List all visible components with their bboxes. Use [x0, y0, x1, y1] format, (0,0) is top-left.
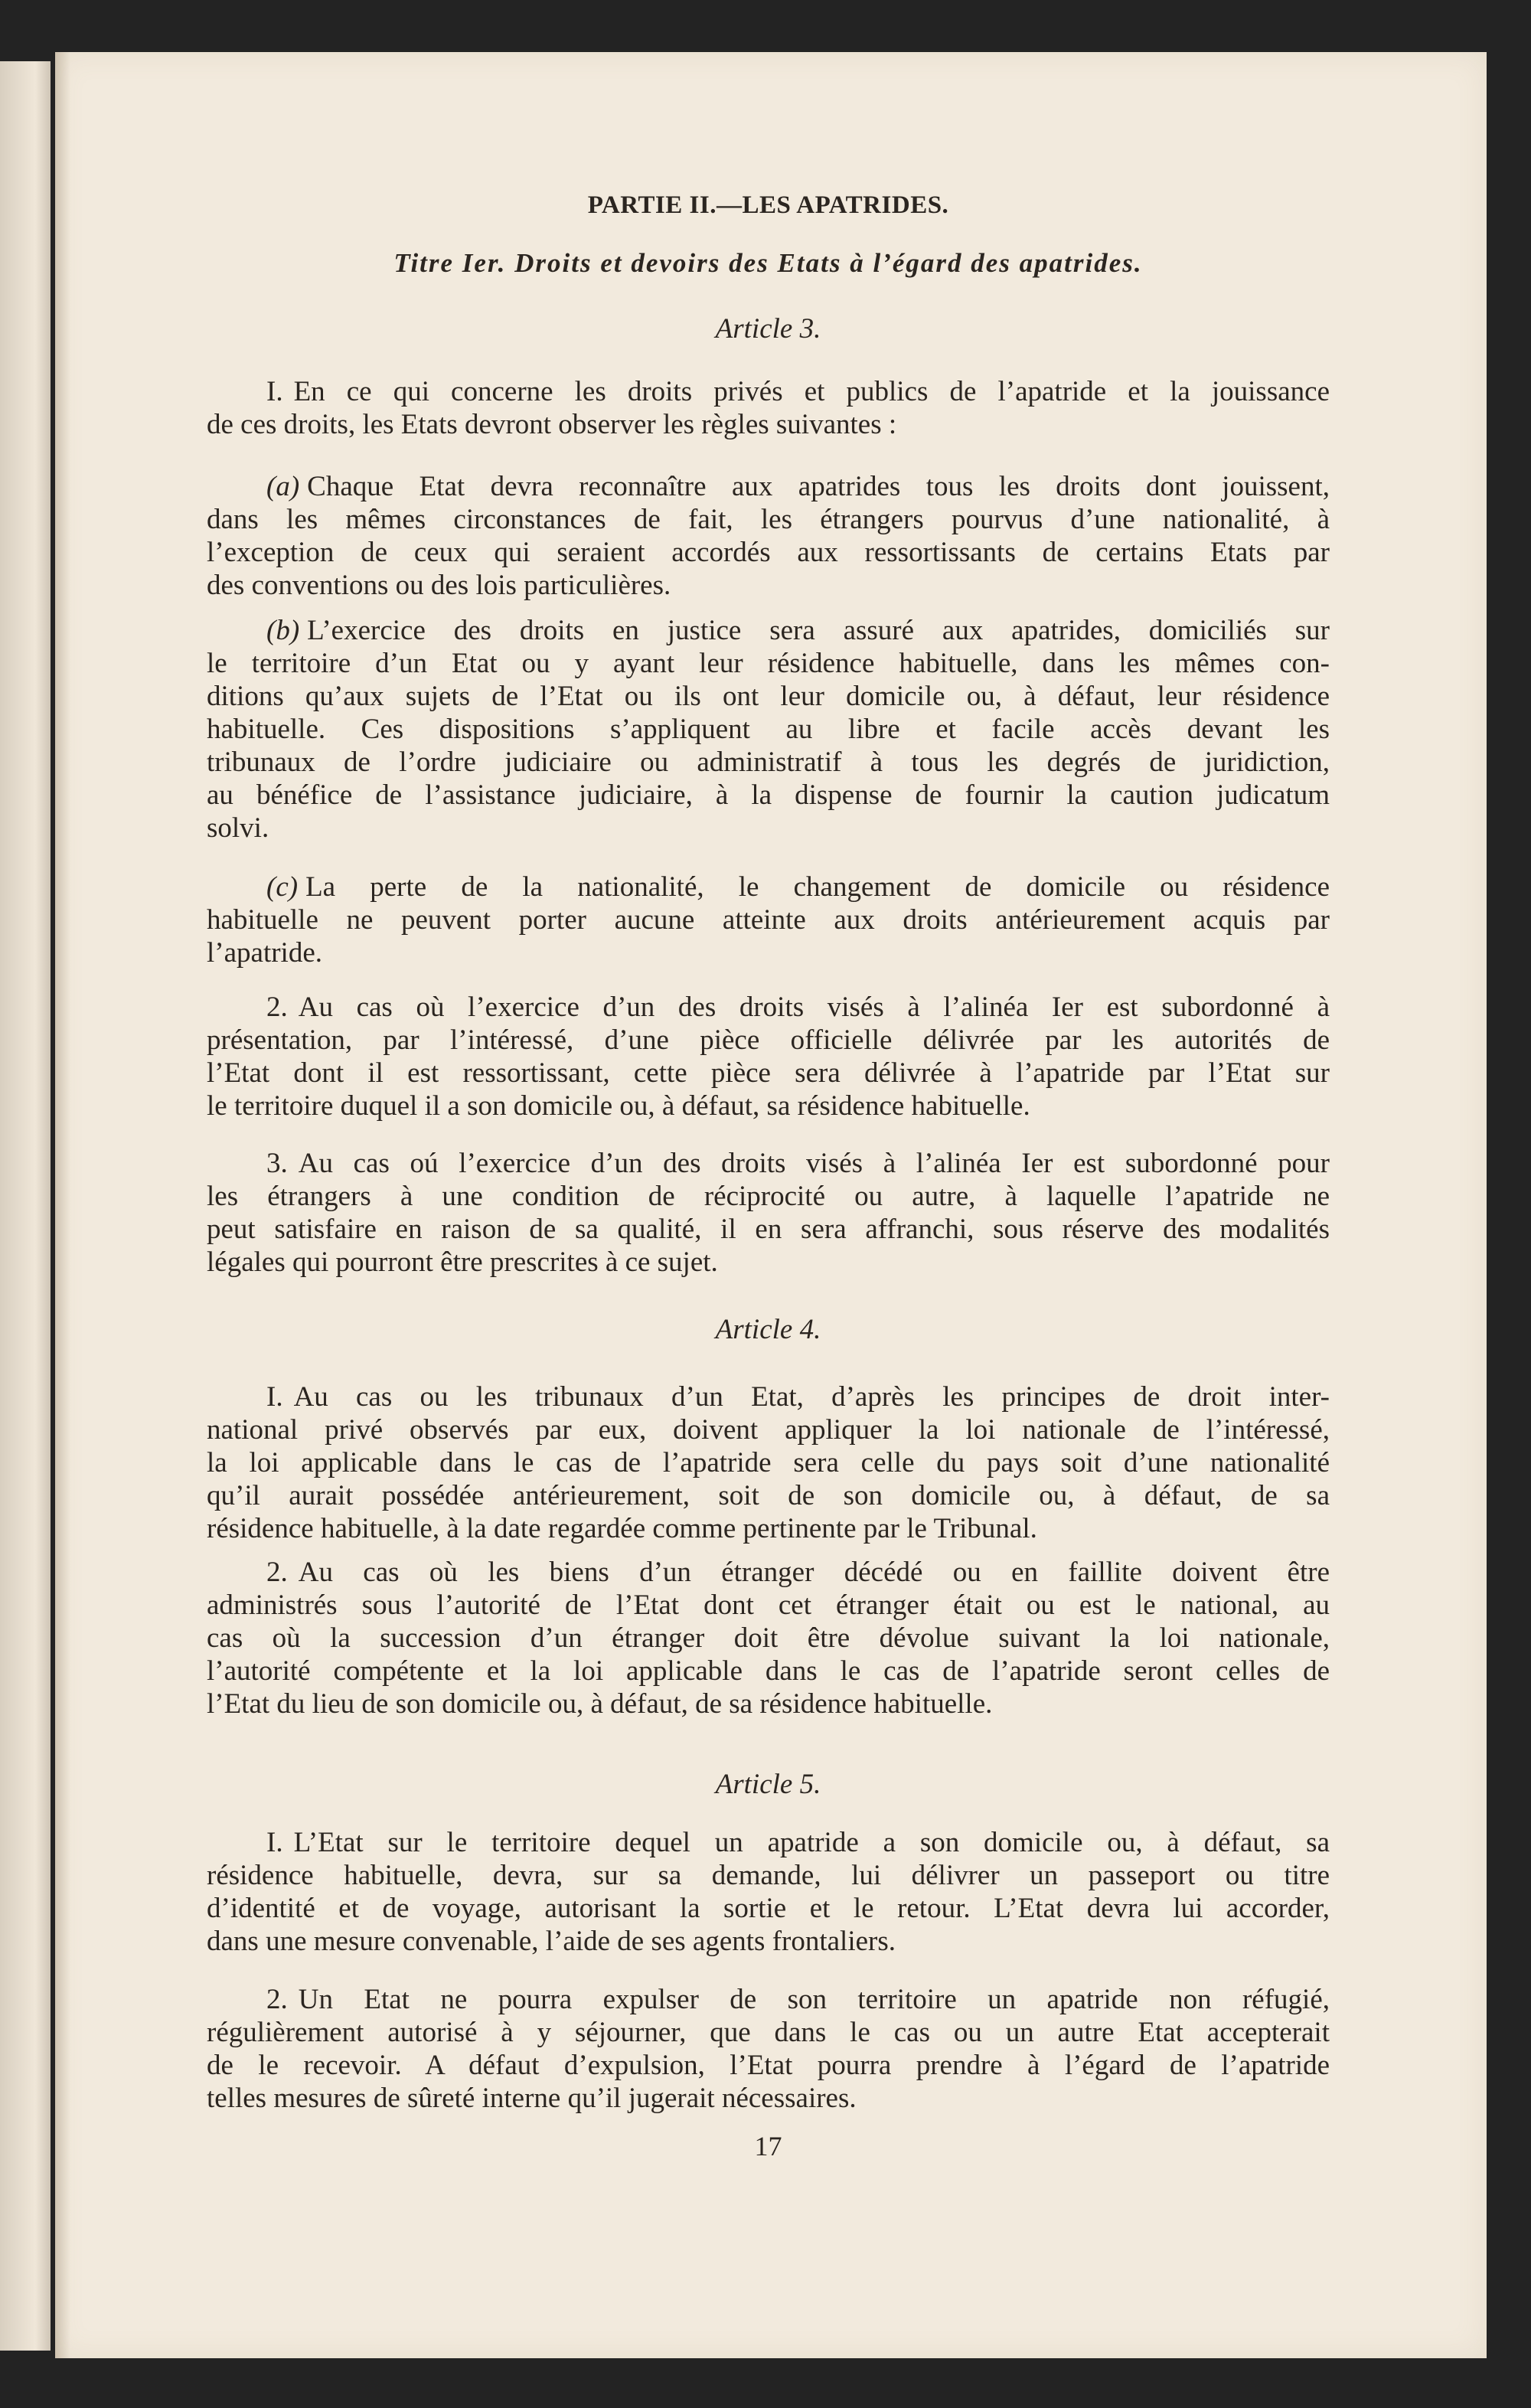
text-line: de ces droits, les Etats devront observer les règles suivantes : [207, 409, 897, 440]
article-paragraph [207, 1983, 1330, 2115]
article-paragraph [207, 991, 1330, 1122]
text-line: solvi. [207, 812, 269, 844]
line-text: L’Etat sur le territoire dequel un apatride a son domicile ou, à défaut, sa [293, 1827, 1330, 1858]
article-paragraph [207, 1147, 1330, 1279]
text-line: l’Etat du lieu de son domicile ou, à défaut, de sa résidence habituelle. [207, 1688, 993, 1720]
text-line [207, 614, 1330, 647]
text-line: ditions qu’aux sujets de l’Etat ou ils ont leur domicile ou, à défaut, leur résidence [207, 681, 1330, 712]
line-text: L’exercice des droits en justice sera assuré aux apatrides, domiciliés sur [307, 615, 1330, 646]
text-line: présentation, par l’intéressé, d’une pièce officielle délivrée par les autorités de [207, 1024, 1330, 1056]
article-paragraph [207, 1556, 1330, 1720]
titre-heading: Titre Ier. Droits et devoirs des Etats à l’égard des apatrides. [393, 248, 1143, 278]
line-text: Chaque Etat devra reconnaître aux apatrides tous les droits dont jouissent, [307, 471, 1330, 502]
article-paragraph [207, 1380, 1330, 1545]
paragraph-label: (a) [266, 471, 300, 502]
text-line: la loi applicable dans le cas de l’apatride sera celle du pays soit d’une nationalité [207, 1447, 1330, 1478]
previous-page-edge [0, 61, 51, 2351]
text-line: telles mesures de sûreté interne qu’il jugerait nécessaires. [207, 2083, 857, 2114]
paragraph-label: 2. [266, 1984, 288, 2015]
text-line: légales qui pourront être prescrites à ce sujet. [207, 1246, 718, 1278]
line-text: Un Etat ne pourra expulser de son territoire un apatride non réfugié, [298, 1984, 1330, 2015]
text-line: l’autorité compétente et la loi applicable dans le cas de l’apatride seront celles de [207, 1655, 1330, 1687]
text-line: régulièrement autorisé à y séjourner, que dans le cas ou un autre Etat accepterait [207, 2017, 1330, 2048]
paragraph-label: I. [266, 1827, 283, 1858]
text-line: qu’il aurait possédée antérieurement, soit de son domicile ou, à défaut, de sa [207, 1480, 1330, 1511]
text-line: résidence habituelle, devra, sur sa demande, lui délivrer un passeport ou titre [207, 1860, 1330, 1891]
page-number: 17 [754, 2131, 782, 2161]
text-line: cas où la succession d’un étranger doit être dévolue suivant la loi nationale, [207, 1622, 1330, 1654]
text-line: habituelle. Ces dispositions s’appliquent au libre et facile accès devant les [207, 714, 1330, 745]
paragraph-label: I. [266, 376, 283, 407]
text-line: au bénéfice de l’assistance judiciaire, à la dispense de fournir la caution judicatum [207, 779, 1330, 811]
text-line: national privé observés par eux, doivent appliquer la loi nationale de l’intéressé, [207, 1414, 1330, 1446]
line-text: La perte de la nationalité, le changement de domicile ou résidence [305, 871, 1330, 903]
line-text: Au cas où l’exercice d’un des droits visés à l’alinéa Ier est subordonné à [298, 992, 1330, 1023]
text-line [207, 375, 1330, 408]
line-text: En ce qui concerne les droits privés et publics de l’apatride et la jouissance [293, 376, 1330, 407]
text-line [207, 1556, 1330, 1589]
paragraph-label: 2. [266, 1557, 288, 1588]
text-line [207, 1826, 1330, 1859]
line-text: Au cas où les biens d’un étranger décédé ou en faillite doivent être [298, 1557, 1330, 1588]
text-line: de le recevoir. A défaut d’expulsion, l’Etat pourra prendre à l’égard de l’apatride [207, 2050, 1330, 2081]
article-heading: Article 3. [715, 313, 821, 345]
part-heading: PARTIE II.—LES APATRIDES. [587, 191, 949, 219]
text-line: peut satisfaire en raison de sa qualité, il en sera affranchi, sous réserve des modalités [207, 1214, 1330, 1245]
text-line: les étrangers à une condition de réciprocité ou autre, à laquelle l’apatride ne [207, 1181, 1330, 1212]
page-gutter-shadow [55, 52, 70, 2358]
paragraph-label: (b) [266, 615, 300, 646]
paragraph-label: 2. [266, 992, 288, 1023]
article-paragraph [207, 375, 1330, 441]
line-text: Au cas oú l’exercice d’un des droits visés à l’alinéa Ier est subordonné pour [298, 1148, 1330, 1179]
text-line: résidence habituelle, à la date regardée comme pertinente par le Tribunal. [207, 1513, 1037, 1544]
text-line [207, 1983, 1330, 2016]
line-text: Au cas ou les tribunaux d’un Etat, d’après les principes de droit inter- [293, 1381, 1330, 1413]
paragraph-label: 3. [266, 1148, 288, 1179]
text-line: d’identité et de voyage, autorisant la sortie et le retour. L’Etat devra lui accorder, [207, 1893, 1330, 1924]
text-line [207, 470, 1330, 503]
article-heading: Article 5. [715, 1769, 821, 1800]
text-line: le territoire d’un Etat ou y ayant leur résidence habituelle, dans les mêmes con- [207, 648, 1330, 679]
text-line: habituelle ne peuvent porter aucune atteinte aux droits antérieurement acquis par [207, 904, 1330, 936]
text-line: l’exception de ceux qui seraient accordés aux ressortissants de certains Etats par [207, 537, 1330, 568]
article-paragraph [207, 614, 1330, 845]
article-paragraph [207, 470, 1330, 602]
paragraph-label: (c) [266, 871, 299, 903]
text-line: des conventions ou des lois particulières. [207, 570, 671, 601]
text-line [207, 991, 1330, 1024]
article-paragraph [207, 871, 1330, 969]
paragraph-label: I. [266, 1381, 283, 1413]
article-paragraph [207, 1826, 1330, 1958]
text-line [207, 1147, 1330, 1180]
text-line [207, 1380, 1330, 1413]
text-line: l’apatride. [207, 937, 322, 969]
text-line: dans les mêmes circonstances de fait, les étrangers pourvus d’une nationalité, à [207, 504, 1330, 535]
text-line: le territoire duquel il a son domicile ou, à défaut, sa résidence habituelle. [207, 1090, 1030, 1122]
text-line: tribunaux de l’ordre judiciaire ou administratif à tous les degrés de juridiction, [207, 747, 1330, 778]
text-line [207, 871, 1330, 903]
text-line: l’Etat dont il est ressortissant, cette pièce sera délivrée à l’apatride par l’Etat sur [207, 1057, 1330, 1089]
article-heading: Article 4. [715, 1314, 821, 1345]
text-line: dans une mesure convenable, l’aide de ses agents frontaliers. [207, 1926, 896, 1957]
text-line: administrés sous l’autorité de l’Etat dont cet étranger était ou est le national, au [207, 1590, 1330, 1621]
